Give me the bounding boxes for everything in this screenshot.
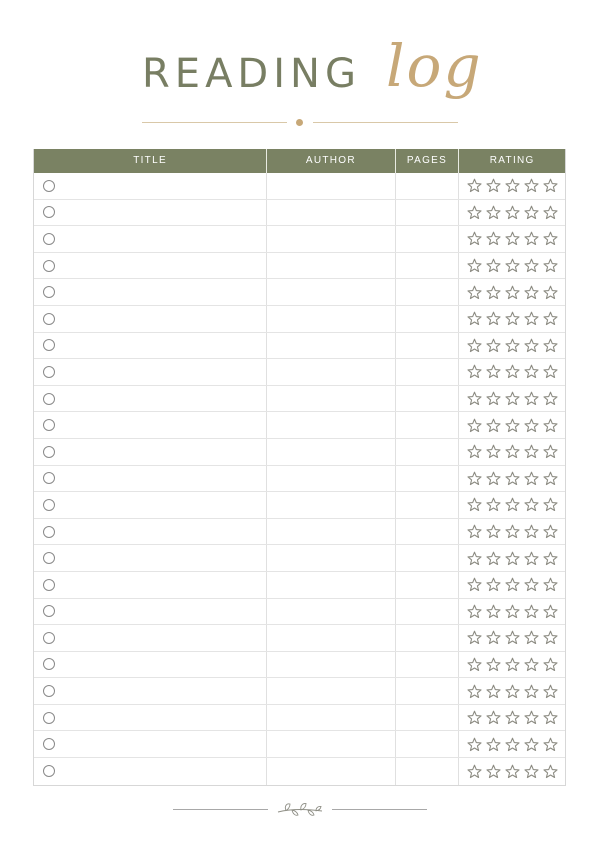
star-outline-icon[interactable] [524,178,539,193]
circle-checkbox-icon[interactable] [43,446,55,458]
circle-checkbox-icon[interactable] [43,206,55,218]
star-outline-icon[interactable] [486,684,501,699]
rating-cell [458,492,565,518]
star-outline-icon[interactable] [486,391,501,406]
title-cell[interactable] [34,306,266,332]
star-outline-icon[interactable] [467,311,482,326]
author-cell[interactable] [266,519,395,545]
star-outline-icon[interactable] [543,497,558,512]
star-outline-icon[interactable] [505,391,520,406]
star-outline-icon[interactable] [505,231,520,246]
star-outline-icon[interactable] [505,364,520,379]
rating-cell [458,333,565,359]
pages-cell[interactable] [395,545,459,571]
circle-checkbox-icon[interactable] [43,419,55,431]
star-outline-icon[interactable] [467,418,482,433]
star-outline-icon[interactable] [524,391,539,406]
title-cell[interactable] [34,572,266,598]
author-cell[interactable] [266,678,395,704]
pages-cell[interactable] [395,678,459,704]
pages-cell[interactable] [395,705,459,731]
pages-cell[interactable] [395,386,459,412]
star-outline-icon[interactable] [543,285,558,300]
star-outline-icon[interactable] [505,604,520,619]
star-outline-icon[interactable] [543,391,558,406]
star-outline-icon[interactable] [543,231,558,246]
circle-checkbox-icon[interactable] [43,526,55,538]
pages-cell[interactable] [395,226,459,252]
star-outline-icon[interactable] [505,737,520,752]
star-outline-icon[interactable] [524,524,539,539]
title-cell[interactable] [34,599,266,625]
circle-checkbox-icon[interactable] [43,499,55,511]
star-outline-icon[interactable] [543,338,558,353]
table-row [34,333,565,360]
pages-cell[interactable] [395,466,459,492]
star-rating [459,386,565,412]
star-rating [459,705,565,731]
author-cell[interactable] [266,466,395,492]
title-cell[interactable] [34,439,266,465]
star-rating [459,545,565,571]
rating-cell [458,279,565,305]
star-outline-icon[interactable] [543,684,558,699]
star-outline-icon[interactable] [543,258,558,273]
author-cell[interactable] [266,439,395,465]
title-cell[interactable] [34,731,266,757]
table-row [34,492,565,519]
star-outline-icon[interactable] [467,258,482,273]
star-outline-icon[interactable] [486,657,501,672]
rating-cell [458,731,565,757]
star-outline-icon[interactable] [543,551,558,566]
title-cell[interactable] [34,279,266,305]
column-header-pages: PAGES [395,149,459,173]
circle-checkbox-icon[interactable] [43,685,55,697]
pages-cell[interactable] [395,599,459,625]
author-cell[interactable] [266,306,395,332]
table-row [34,226,565,253]
star-outline-icon[interactable] [467,497,482,512]
star-outline-icon[interactable] [486,710,501,725]
star-outline-icon[interactable] [543,764,558,779]
star-outline-icon[interactable] [543,364,558,379]
title-divider-right [313,122,458,123]
author-cell[interactable] [266,758,395,785]
title-cell[interactable] [34,652,266,678]
table-row [34,545,565,572]
title-cell[interactable] [34,466,266,492]
column-header-rating: RATING [458,149,565,173]
star-outline-icon[interactable] [467,231,482,246]
star-outline-icon[interactable] [524,444,539,459]
author-cell[interactable] [266,200,395,226]
star-rating [459,279,565,305]
title-cell[interactable] [34,758,266,785]
star-outline-icon[interactable] [505,178,520,193]
star-outline-icon[interactable] [524,364,539,379]
author-cell[interactable] [266,412,395,438]
author-cell[interactable] [266,705,395,731]
table-row [34,625,565,652]
star-outline-icon[interactable] [467,471,482,486]
rating-cell [458,625,565,651]
star-rating [459,173,565,199]
pages-cell[interactable] [395,572,459,598]
star-outline-icon[interactable] [467,764,482,779]
star-rating [459,333,565,359]
table-row [34,599,565,626]
star-outline-icon[interactable] [486,418,501,433]
star-outline-icon[interactable] [543,710,558,725]
table-row [34,359,565,386]
pages-cell[interactable] [395,359,459,385]
star-rating [459,412,565,438]
star-outline-icon[interactable] [543,657,558,672]
circle-checkbox-icon[interactable] [43,233,55,245]
star-outline-icon[interactable] [505,444,520,459]
star-outline-icon[interactable] [505,524,520,539]
table-row [34,412,565,439]
star-outline-icon[interactable] [486,737,501,752]
page-title-script: log [386,32,483,100]
star-outline-icon[interactable] [467,551,482,566]
star-rating [459,758,565,785]
star-rating [459,226,565,252]
star-outline-icon[interactable] [543,205,558,220]
star-outline-icon[interactable] [467,630,482,645]
star-outline-icon[interactable] [505,418,520,433]
star-outline-icon[interactable] [505,551,520,566]
star-rating [459,731,565,757]
author-cell[interactable] [266,279,395,305]
circle-checkbox-icon[interactable] [43,180,55,192]
title-cell[interactable] [34,173,266,199]
star-rating [459,306,565,332]
title-cell[interactable] [34,705,266,731]
star-outline-icon[interactable] [467,524,482,539]
star-outline-icon[interactable] [543,444,558,459]
star-outline-icon[interactable] [486,471,501,486]
star-rating [459,253,565,279]
pages-cell[interactable] [395,731,459,757]
star-outline-icon[interactable] [524,205,539,220]
star-outline-icon[interactable] [486,231,501,246]
rating-cell [458,359,565,385]
title-divider-left [142,122,287,123]
rating-cell [458,599,565,625]
star-rating [459,625,565,651]
author-cell[interactable] [266,359,395,385]
star-outline-icon[interactable] [486,285,501,300]
footer-ornament [0,798,600,822]
star-outline-icon[interactable] [467,391,482,406]
star-outline-icon[interactable] [524,471,539,486]
star-rating [459,652,565,678]
star-rating [459,466,565,492]
circle-checkbox-icon[interactable] [43,765,55,777]
star-outline-icon[interactable] [524,577,539,592]
author-cell[interactable] [266,253,395,279]
title-divider-dot [296,119,303,126]
star-outline-icon[interactable] [505,338,520,353]
pages-cell[interactable] [395,306,459,332]
star-outline-icon[interactable] [467,205,482,220]
star-outline-icon[interactable] [486,311,501,326]
table-row [34,466,565,493]
star-outline-icon[interactable] [543,577,558,592]
star-rating [459,678,565,704]
star-rating [459,492,565,518]
star-outline-icon[interactable] [543,418,558,433]
star-outline-icon[interactable] [486,551,501,566]
circle-checkbox-icon[interactable] [43,658,55,670]
star-outline-icon[interactable] [543,737,558,752]
table-row [34,253,565,280]
title-cell[interactable] [34,333,266,359]
star-outline-icon[interactable] [467,364,482,379]
star-outline-icon[interactable] [505,311,520,326]
circle-checkbox-icon[interactable] [43,313,55,325]
star-rating [459,519,565,545]
title-cell[interactable] [34,253,266,279]
author-cell[interactable] [266,333,395,359]
author-cell[interactable] [266,545,395,571]
star-outline-icon[interactable] [524,258,539,273]
star-rating [459,599,565,625]
pages-cell[interactable] [395,333,459,359]
rating-cell [458,466,565,492]
star-outline-icon[interactable] [467,577,482,592]
star-outline-icon[interactable] [543,630,558,645]
column-header-author: AUTHOR [266,149,395,173]
table-row [34,519,565,546]
star-outline-icon[interactable] [505,684,520,699]
star-rating [459,572,565,598]
footer-line-right [332,809,427,810]
star-outline-icon[interactable] [524,604,539,619]
star-outline-icon[interactable] [524,737,539,752]
circle-checkbox-icon[interactable] [43,339,55,351]
rating-cell [458,226,565,252]
star-outline-icon[interactable] [486,338,501,353]
rating-cell [458,519,565,545]
rating-cell [458,173,565,199]
title-cell[interactable] [34,412,266,438]
author-cell[interactable] [266,625,395,651]
star-outline-icon[interactable] [524,684,539,699]
pages-cell[interactable] [395,492,459,518]
rating-cell [458,200,565,226]
table-row [34,731,565,758]
star-outline-icon[interactable] [467,737,482,752]
star-outline-icon[interactable] [524,657,539,672]
table-row [34,439,565,466]
star-outline-icon[interactable] [524,231,539,246]
star-outline-icon[interactable] [524,497,539,512]
star-outline-icon[interactable] [543,178,558,193]
footer-line-left [173,809,268,810]
pages-cell[interactable] [395,253,459,279]
star-outline-icon[interactable] [467,444,482,459]
pages-cell[interactable] [395,200,459,226]
circle-checkbox-icon[interactable] [43,260,55,272]
star-outline-icon[interactable] [543,311,558,326]
star-outline-icon[interactable] [505,764,520,779]
rating-cell [458,758,565,785]
star-outline-icon[interactable] [467,604,482,619]
title-cell[interactable] [34,226,266,252]
pages-cell[interactable] [395,652,459,678]
star-outline-icon[interactable] [524,764,539,779]
star-outline-icon[interactable] [505,205,520,220]
table-row [34,306,565,333]
star-outline-icon[interactable] [486,205,501,220]
leaf-sprig-icon [274,800,326,820]
rating-cell [458,386,565,412]
rating-cell [458,545,565,571]
pages-cell[interactable] [395,625,459,651]
author-cell[interactable] [266,226,395,252]
rating-cell [458,652,565,678]
table-row [34,279,565,306]
circle-checkbox-icon[interactable] [43,738,55,750]
circle-checkbox-icon[interactable] [43,366,55,378]
table-row [34,173,565,200]
table-row [34,386,565,413]
star-outline-icon[interactable] [524,418,539,433]
pages-cell[interactable] [395,279,459,305]
circle-checkbox-icon[interactable] [43,552,55,564]
author-cell[interactable] [266,492,395,518]
circle-checkbox-icon[interactable] [43,579,55,591]
star-outline-icon[interactable] [524,285,539,300]
table-row [34,572,565,599]
rating-cell [458,705,565,731]
star-outline-icon[interactable] [467,710,482,725]
star-outline-icon[interactable] [524,630,539,645]
circle-checkbox-icon[interactable] [43,712,55,724]
star-outline-icon[interactable] [505,285,520,300]
table-row [34,705,565,732]
author-cell[interactable] [266,731,395,757]
author-cell[interactable] [266,173,395,199]
pages-cell[interactable] [395,758,459,785]
author-cell[interactable] [266,652,395,678]
star-outline-icon[interactable] [486,364,501,379]
title-cell[interactable] [34,519,266,545]
star-outline-icon[interactable] [505,630,520,645]
table-body [34,173,565,785]
table-row [34,678,565,705]
rating-cell [458,253,565,279]
circle-checkbox-icon[interactable] [43,472,55,484]
circle-checkbox-icon[interactable] [43,632,55,644]
page-header [0,0,600,140]
star-outline-icon[interactable] [486,577,501,592]
title-cell[interactable] [34,359,266,385]
circle-checkbox-icon[interactable] [43,605,55,617]
star-rating [459,200,565,226]
page-title: READING [142,51,361,97]
table-row [34,652,565,679]
table-row [34,200,565,227]
pages-cell[interactable] [395,519,459,545]
star-outline-icon[interactable] [524,311,539,326]
reading-log-table [33,149,566,786]
star-outline-icon[interactable] [467,657,482,672]
title-cell[interactable] [34,200,266,226]
rating-cell [458,678,565,704]
star-outline-icon[interactable] [486,764,501,779]
title-cell[interactable] [34,492,266,518]
star-outline-icon[interactable] [505,710,520,725]
star-outline-icon[interactable] [467,684,482,699]
pages-cell[interactable] [395,173,459,199]
star-outline-icon[interactable] [505,657,520,672]
star-outline-icon[interactable] [505,497,520,512]
star-outline-icon[interactable] [505,258,520,273]
rating-cell [458,439,565,465]
star-outline-icon[interactable] [467,178,482,193]
star-rating [459,359,565,385]
star-rating [459,439,565,465]
title-cell[interactable] [34,386,266,412]
star-outline-icon[interactable] [467,285,482,300]
star-outline-icon[interactable] [486,497,501,512]
author-cell[interactable] [266,386,395,412]
circle-checkbox-icon[interactable] [43,286,55,298]
star-outline-icon[interactable] [486,630,501,645]
star-outline-icon[interactable] [467,338,482,353]
column-header-title: TITLE [133,155,167,166]
star-outline-icon[interactable] [505,577,520,592]
author-cell[interactable] [266,572,395,598]
star-outline-icon[interactable] [543,524,558,539]
rating-cell [458,572,565,598]
star-outline-icon[interactable] [505,471,520,486]
star-outline-icon[interactable] [543,471,558,486]
star-outline-icon[interactable] [486,444,501,459]
star-outline-icon[interactable] [486,178,501,193]
circle-checkbox-icon[interactable] [43,393,55,405]
star-outline-icon[interactable] [486,258,501,273]
star-outline-icon[interactable] [524,338,539,353]
author-cell[interactable] [266,599,395,625]
star-outline-icon[interactable] [524,710,539,725]
rating-cell [458,412,565,438]
star-outline-icon[interactable] [486,524,501,539]
rating-cell [458,306,565,332]
table-header [34,149,565,173]
title-cell[interactable] [34,678,266,704]
star-outline-icon[interactable] [486,604,501,619]
pages-cell[interactable] [395,412,459,438]
title-cell[interactable] [34,545,266,571]
pages-cell[interactable] [395,439,459,465]
title-cell[interactable] [34,625,266,651]
table-row [34,758,565,785]
star-outline-icon[interactable] [524,551,539,566]
star-outline-icon[interactable] [543,604,558,619]
